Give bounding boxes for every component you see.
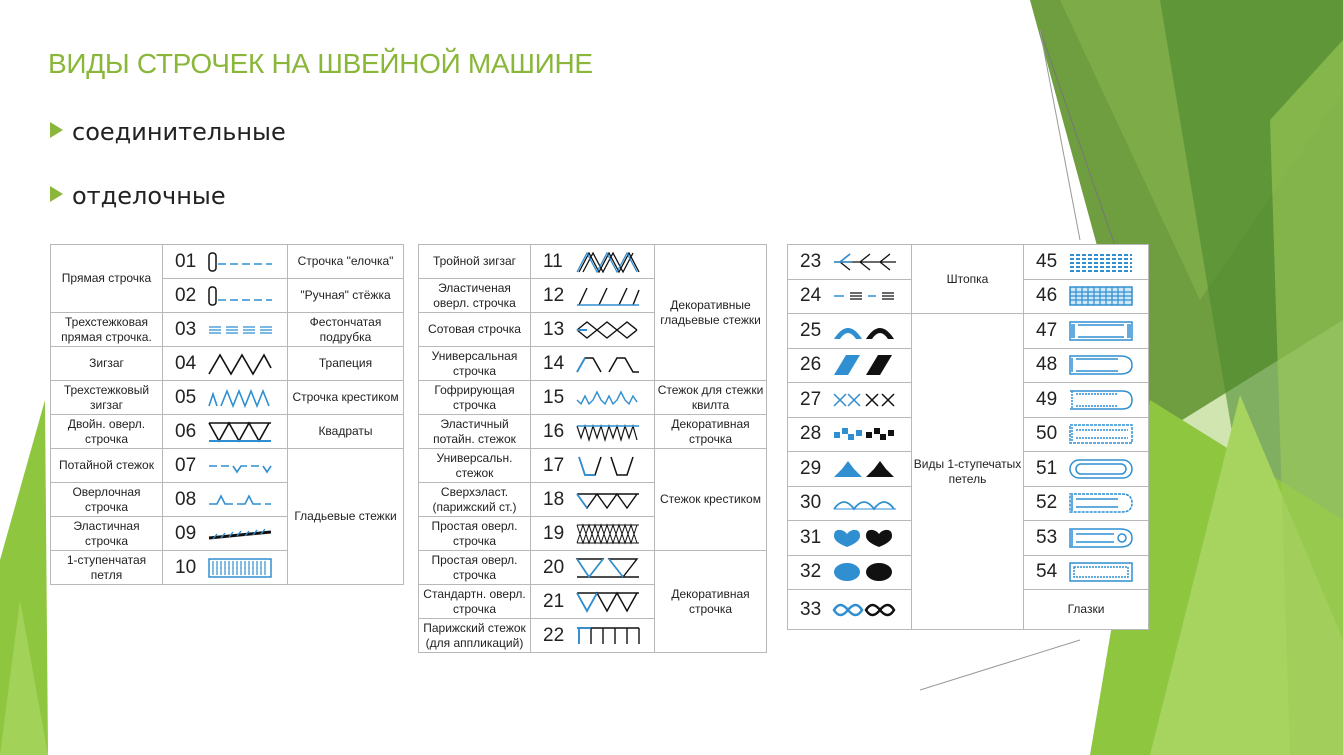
stitch-cell bbox=[163, 381, 288, 415]
simple-overlock-2-icon bbox=[575, 556, 641, 580]
stitch-cell bbox=[1024, 348, 1149, 383]
right-label: Декоративная строчка bbox=[655, 415, 767, 449]
right-label: Стежок крестиком bbox=[655, 449, 767, 551]
stitch-number: 08 bbox=[175, 488, 197, 510]
feather-stitch-icon bbox=[832, 250, 898, 274]
stitch-number: 45 bbox=[1036, 250, 1058, 272]
right-label: Декоративная строчка bbox=[655, 551, 767, 653]
right-label: Декоративные гладьевые стежки bbox=[655, 245, 767, 381]
darning-grid-icon bbox=[1068, 284, 1134, 308]
hand-stitch-icon bbox=[832, 284, 898, 308]
row-label: Сотовая строчка bbox=[419, 313, 531, 347]
stitch-number: 12 bbox=[543, 284, 565, 306]
triple-zigzag-icon bbox=[575, 250, 641, 274]
bullet-item bbox=[50, 118, 286, 146]
stitch-cell bbox=[163, 313, 288, 347]
infinity-icon bbox=[832, 598, 898, 622]
stitch-number: 48 bbox=[1036, 354, 1058, 376]
stitch-cell bbox=[1024, 245, 1149, 280]
stitch-table-2 bbox=[418, 244, 767, 653]
elastic-overlock-icon bbox=[575, 284, 641, 308]
stitch-number: 29 bbox=[800, 457, 822, 479]
stitch-table-1 bbox=[50, 244, 404, 585]
bullet-arrow-icon bbox=[50, 122, 63, 138]
middle-label: Штопка bbox=[912, 245, 1024, 314]
straight-stitch-icon bbox=[207, 284, 273, 308]
bullet-item bbox=[50, 182, 226, 210]
buttonhole-bar-icon bbox=[1068, 560, 1134, 584]
buttonhole-square-icon bbox=[1068, 319, 1134, 343]
stitch-cell bbox=[163, 551, 288, 585]
stitch-number: 18 bbox=[543, 488, 565, 510]
straight-stitch-icon bbox=[207, 250, 273, 274]
stitch-number: 09 bbox=[175, 522, 197, 544]
stitch-number: 15 bbox=[543, 386, 565, 408]
row-label: Простая оверл. строчка bbox=[419, 551, 531, 585]
stitch-cell bbox=[788, 383, 912, 418]
row-label: Зигзаг bbox=[51, 347, 163, 381]
paris-stitch-icon bbox=[575, 624, 641, 648]
stitch-number: 31 bbox=[800, 526, 822, 548]
stitch-number: 04 bbox=[175, 352, 197, 374]
stitch-number: 06 bbox=[175, 420, 197, 442]
heart-icon bbox=[832, 526, 898, 550]
row-label: Универсальн. стежок bbox=[419, 449, 531, 483]
row-label: 1-ступенчатая петля bbox=[51, 551, 163, 585]
stitch-cell bbox=[163, 449, 288, 483]
darning-icon bbox=[1068, 250, 1134, 274]
triple-straight-icon bbox=[207, 318, 273, 342]
stitch-cell bbox=[163, 517, 288, 551]
buttonhole-round-end-icon bbox=[1068, 491, 1134, 515]
buttonhole-rounded-icon bbox=[1068, 353, 1134, 377]
overlock-icon bbox=[207, 488, 273, 512]
stitch-cell bbox=[531, 381, 655, 415]
stitch-number: 33 bbox=[800, 598, 822, 620]
stitch-number: 19 bbox=[543, 522, 565, 544]
checker-icon bbox=[832, 422, 898, 446]
cross-stitch-icon bbox=[832, 388, 898, 412]
stitch-number: 16 bbox=[543, 420, 565, 442]
stitch-number: 52 bbox=[1036, 492, 1058, 514]
page-title: ВИДЫ СТРОЧЕК НА ШВЕЙНОЙ МАШИНЕ bbox=[48, 48, 593, 79]
stitch-number: 20 bbox=[543, 556, 565, 578]
stitch-cell bbox=[1024, 279, 1149, 314]
right-label: Квадраты bbox=[288, 415, 404, 449]
triple-zigzag-icon bbox=[207, 386, 273, 410]
stitch-table-3 bbox=[787, 244, 1149, 630]
bullet-text: соединительные bbox=[72, 118, 286, 146]
right-label: Гладьевые стежки bbox=[288, 449, 404, 585]
stitch-cell bbox=[788, 521, 912, 556]
row-label: Простая оверл. строчка bbox=[419, 517, 531, 551]
row-label: Оверлочная строчка bbox=[51, 483, 163, 517]
bullet-arrow-icon bbox=[50, 186, 63, 202]
row-label: Сверхэласт. (парижский ст.) bbox=[419, 483, 531, 517]
stitch-cell bbox=[788, 245, 912, 280]
stitch-number: 21 bbox=[543, 590, 565, 612]
stitch-cell bbox=[1024, 383, 1149, 418]
stitch-number: 17 bbox=[543, 454, 565, 476]
stitch-cell bbox=[1024, 555, 1149, 590]
right-label: Стежок для стежки квилта bbox=[655, 381, 767, 415]
stitch-number: 02 bbox=[175, 284, 197, 306]
stitch-cell bbox=[531, 483, 655, 517]
stitch-cell bbox=[788, 314, 912, 349]
stitch-cell bbox=[788, 555, 912, 590]
stitch-number: 07 bbox=[175, 454, 197, 476]
stitch-number: 54 bbox=[1036, 561, 1058, 583]
stitch-cell bbox=[788, 486, 912, 521]
super-elastic-icon bbox=[575, 488, 641, 512]
stitch-cell bbox=[1024, 521, 1149, 556]
standard-overlock-icon bbox=[575, 590, 641, 614]
stitch-number: 51 bbox=[1036, 457, 1058, 479]
stitch-number: 13 bbox=[543, 318, 565, 340]
right-label: Строчка "елочка" bbox=[288, 245, 404, 279]
stitch-cell bbox=[1024, 314, 1149, 349]
middle-label: Виды 1-ступечатых петель bbox=[912, 314, 1024, 630]
buttonhole-eyelet-icon bbox=[1068, 526, 1134, 550]
right-label: "Ручная" стёжка bbox=[288, 279, 404, 313]
stitch-cell bbox=[1024, 417, 1149, 452]
stitch-cell bbox=[531, 517, 655, 551]
honeycomb-icon bbox=[575, 318, 641, 342]
stitch-cell bbox=[531, 585, 655, 619]
stitch-cell bbox=[531, 347, 655, 381]
stitch-cell bbox=[163, 279, 288, 313]
stitch-number: 30 bbox=[800, 492, 822, 514]
universal-icon bbox=[575, 352, 641, 376]
stitch-cell bbox=[1024, 452, 1149, 487]
zigzag-icon bbox=[207, 352, 273, 376]
stitch-number: 14 bbox=[543, 352, 565, 374]
stitch-number: 32 bbox=[800, 561, 822, 583]
stitch-cell bbox=[788, 279, 912, 314]
buttonhole-keyhole-icon bbox=[1068, 388, 1134, 412]
buttonhole-icon bbox=[207, 556, 273, 580]
stitch-number: 03 bbox=[175, 318, 197, 340]
stitch-number: 01 bbox=[175, 250, 197, 272]
elastic-blind-icon bbox=[575, 420, 641, 444]
stitch-number: 47 bbox=[1036, 319, 1058, 341]
stitch-cell bbox=[531, 245, 655, 279]
smocking-icon bbox=[575, 386, 641, 410]
middle-label: Глазки bbox=[1024, 590, 1149, 630]
row-label: Парижский стежок (для аппликаций) bbox=[419, 619, 531, 653]
stitch-cell bbox=[163, 483, 288, 517]
row-label: Универсальная строчка bbox=[419, 347, 531, 381]
blind-stitch-icon bbox=[207, 454, 273, 478]
stitch-number: 11 bbox=[543, 250, 563, 272]
stitch-number: 26 bbox=[800, 354, 822, 376]
stitch-number: 24 bbox=[800, 285, 822, 307]
row-label: Трехстежковый зигзаг bbox=[51, 381, 163, 415]
stitch-number: 10 bbox=[175, 556, 197, 578]
buttonhole-dense-icon bbox=[1068, 422, 1134, 446]
row-label: Двойн. оверл. строчка bbox=[51, 415, 163, 449]
stitch-cell bbox=[531, 415, 655, 449]
oval-icon bbox=[832, 560, 898, 584]
stitch-cell bbox=[163, 415, 288, 449]
stitch-cell bbox=[531, 313, 655, 347]
double-overlock-icon bbox=[207, 420, 273, 444]
triangle-icon bbox=[832, 457, 898, 481]
scallop-icon bbox=[832, 319, 898, 343]
row-label: Тройной зигзаг bbox=[419, 245, 531, 279]
stitch-number: 23 bbox=[800, 250, 822, 272]
row-label: Гофрирующая строчка bbox=[419, 381, 531, 415]
right-label: Фестончатая подрубка bbox=[288, 313, 404, 347]
stitch-cell bbox=[788, 590, 912, 630]
row-label: Потайной стежок bbox=[51, 449, 163, 483]
stitch-number: 53 bbox=[1036, 526, 1058, 548]
stitch-cell bbox=[1024, 486, 1149, 521]
row-label: Эластичная строчка bbox=[51, 517, 163, 551]
stitch-cell bbox=[788, 417, 912, 452]
stitch-cell bbox=[163, 245, 288, 279]
slant-block-icon bbox=[832, 353, 898, 377]
stitch-cell bbox=[531, 449, 655, 483]
row-label: Эластичный потайн. стежок bbox=[419, 415, 531, 449]
row-label: Прямая строчка bbox=[51, 245, 163, 313]
elastic-icon bbox=[207, 522, 273, 546]
buttonhole-oval-icon bbox=[1068, 457, 1134, 481]
row-label: Трехстежковая прямая строчка. bbox=[51, 313, 163, 347]
stitch-cell bbox=[788, 452, 912, 487]
stitch-cell bbox=[531, 619, 655, 653]
stitch-number: 49 bbox=[1036, 388, 1058, 410]
bullet-text: отделочные bbox=[72, 182, 226, 210]
stitch-cell bbox=[531, 551, 655, 585]
stitch-cell bbox=[788, 348, 912, 383]
arc-stitch-icon bbox=[832, 491, 898, 515]
stitch-cell bbox=[531, 279, 655, 313]
stitch-number: 50 bbox=[1036, 423, 1058, 445]
stitch-number: 22 bbox=[543, 624, 565, 646]
row-label: Стандартн. оверл. строчка bbox=[419, 585, 531, 619]
stitch-number: 28 bbox=[800, 423, 822, 445]
right-label: Трапеция bbox=[288, 347, 404, 381]
stitch-cell bbox=[163, 347, 288, 381]
universal-stitch-icon bbox=[575, 454, 641, 478]
stitch-number: 46 bbox=[1036, 285, 1058, 307]
stitch-number: 05 bbox=[175, 386, 197, 408]
simple-overlock-icon bbox=[575, 522, 641, 546]
stitch-number: 27 bbox=[800, 388, 822, 410]
stitch-number: 25 bbox=[800, 319, 822, 341]
right-label: Строчка крестиком bbox=[288, 381, 404, 415]
row-label: Эластиченая оверл. строчка bbox=[419, 279, 531, 313]
